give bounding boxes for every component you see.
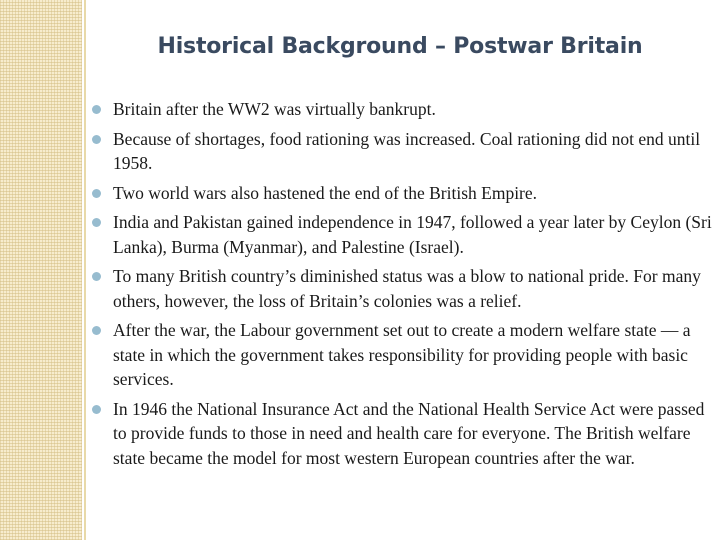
decorative-side-panel xyxy=(0,0,82,540)
bullet-icon xyxy=(92,326,101,335)
bullet-icon xyxy=(92,405,101,414)
bullet-item xyxy=(92,318,712,392)
bullet-icon xyxy=(92,105,101,114)
bullet-item xyxy=(92,397,712,471)
bullet-text: India and Pakistan gained independence in 1947, followed a year later by Ceylon (Sri Lanka), Burma (Myanmar), and Palestine (Israel). xyxy=(113,212,712,257)
bullet-icon xyxy=(92,189,101,198)
bullet-item xyxy=(92,181,712,206)
bullet-icon xyxy=(92,135,101,144)
bullet-icon xyxy=(92,272,101,281)
bullet-item xyxy=(92,127,712,176)
bullet-icon xyxy=(92,218,101,227)
divider-line xyxy=(84,0,86,540)
bullet-text: Because of shortages, food rationing was increased. Coal rationing did not end until 1958. xyxy=(113,128,701,173)
slide-title: Historical Background – Postwar Britain xyxy=(157,34,643,59)
bullet-item xyxy=(92,210,712,259)
bullet-item xyxy=(92,97,712,122)
bullet-text: Britain after the WW2 was virtually bankrupt. xyxy=(113,99,436,119)
bullet-list xyxy=(92,97,712,475)
bullet-text: To many British country’s diminished status was a blow to national pride. For many others, however, the loss of Britain’s colonies was a relief. xyxy=(113,266,701,311)
bullet-text: Two world wars also hastened the end of the British Empire. xyxy=(113,182,538,203)
bullet-text: In 1946 the National Insurance Act and the National Health Service Act were passed to provide funds to those in need and health care for everyone. The British welfare state became the model for most western European countries after the war. xyxy=(113,398,705,468)
bullet-item xyxy=(92,264,712,313)
bullet-text: After the war, the Labour government set out to create a modern welfare state — a state in which the government takes responsibility for providing people with basic services. xyxy=(113,320,691,389)
